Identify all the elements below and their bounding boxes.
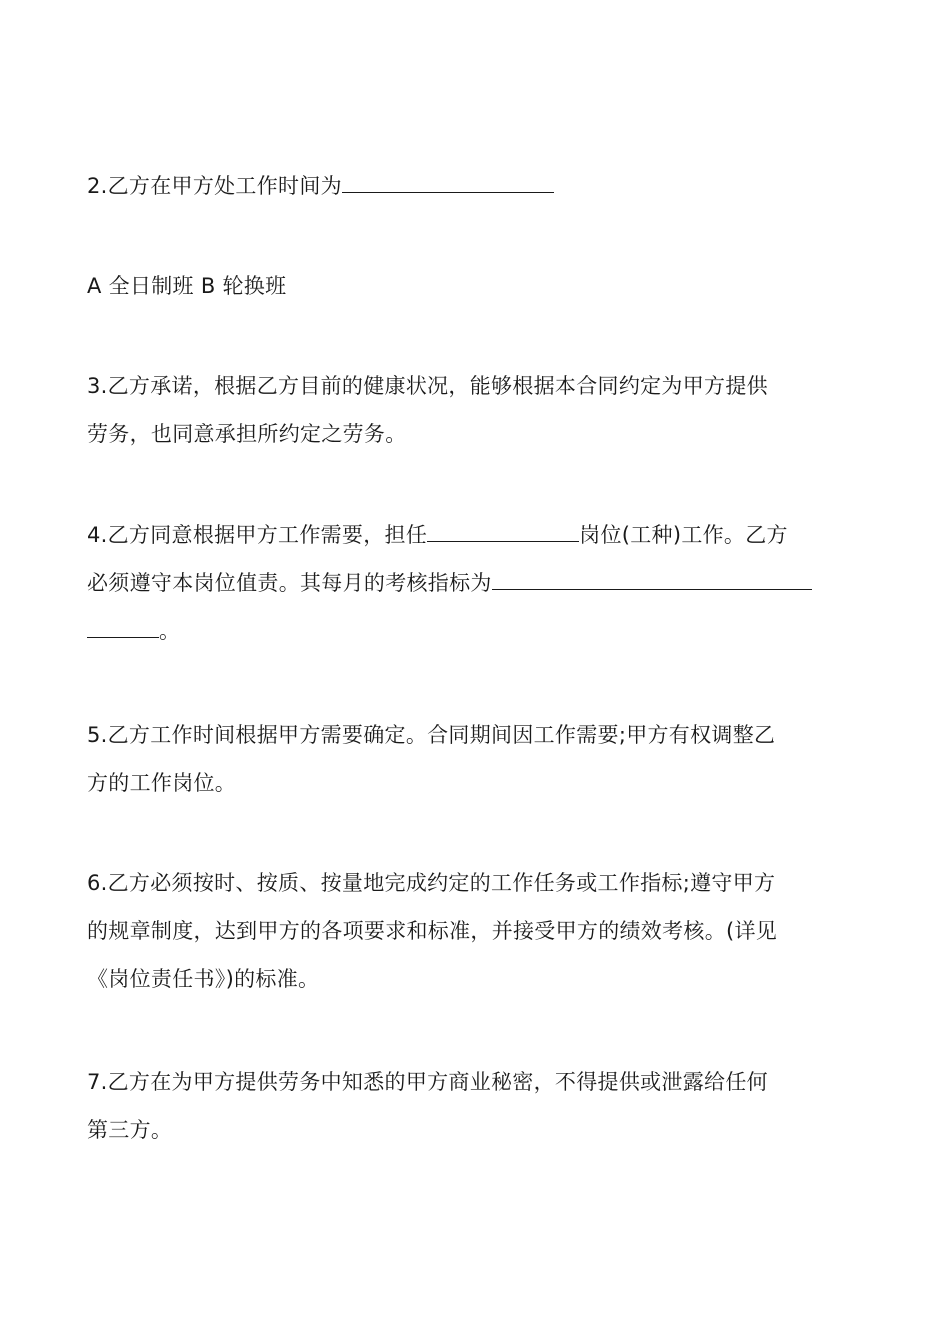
clause-4-part-2: 岗位(工种)工作。乙方 — [579, 523, 788, 547]
position-blank — [427, 519, 579, 542]
clause-2-text: 2.乙方在甲方处工作时间为 — [87, 174, 342, 198]
clause-6-line-2: 的规章制度，达到甲方的各项要求和标准，并接受甲方的绩效考核。(详见 — [87, 919, 778, 943]
shift-options — [87, 262, 867, 310]
clause-4-part-1: 4.乙方同意根据甲方工作需要，担任 — [87, 523, 428, 547]
clause-4-part-4: 。 — [159, 619, 181, 643]
clause-6-line-1: 6.乙方必须按时、按质、按量地完成约定的工作任务或工作指标;遵守甲方 — [87, 871, 776, 895]
clause-3-line-1: 3.乙方承诺，根据乙方目前的健康状况，能够根据本合同约定为甲方提供 — [87, 374, 768, 398]
clause-2 — [87, 162, 867, 210]
clause-4-line-2 — [87, 559, 867, 607]
clause-7-line-1: 7.乙方在为甲方提供劳务中知悉的甲方商业秘密，不得提供或泄露给任何 — [87, 1070, 768, 1094]
work-time-blank — [342, 170, 554, 193]
clause-6-line-3: 《岗位责任书》)的标准。 — [87, 967, 320, 991]
clause-7-line-2: 第三方。 — [87, 1118, 173, 1142]
clause-5 — [87, 711, 867, 807]
clause-4 — [87, 511, 867, 655]
clause-7 — [87, 1058, 867, 1154]
assessment-blank-b — [87, 615, 159, 638]
clause-5-line-1: 5.乙方工作时间根据甲方需要确定。合同期间因工作需要;甲方有权调整乙 — [87, 723, 776, 747]
assessment-blank-a — [492, 567, 812, 590]
shift-options-text: A 全日制班 B 轮换班 — [87, 274, 287, 298]
clause-5-line-2: 方的工作岗位。 — [87, 771, 237, 795]
clause-4-line-1 — [87, 511, 867, 559]
clause-3-line-2: 劳务，也同意承担所约定之劳务。 — [87, 422, 407, 446]
clause-4-line-3 — [87, 607, 867, 655]
clause-3 — [87, 362, 867, 458]
clause-6 — [87, 859, 867, 1003]
clause-4-part-3: 必须遵守本岗位值责。其每月的考核指标为 — [87, 571, 492, 595]
